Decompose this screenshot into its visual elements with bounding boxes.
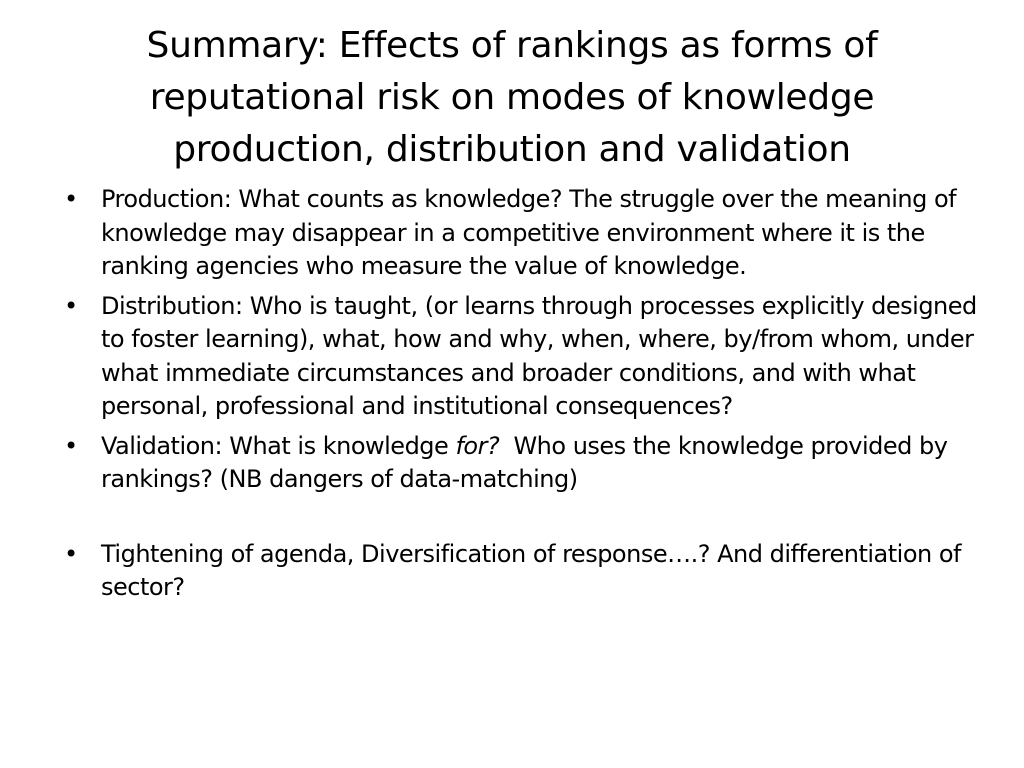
bullet-validation-text-end: Who uses the knowledge provided by rankings? (NB dangers of data-matching) — [101, 431, 955, 493]
bullet-icon: • — [64, 539, 78, 568]
bullet-tightening — [64, 538, 984, 605]
bullet-icon: • — [64, 431, 78, 460]
bullet-distribution-text: Distribution: Who is taught, (or learns through processes explicitly designed to foster learning), what, how and why, when, where, by/from whom, under what immediate circumstances and broader conditions, and with what personal, professional and institutional consequences? — [101, 291, 977, 420]
bullet-validation-text-start: Validation: What is knowledge — [101, 431, 456, 460]
title-line-1: Summary: Effects of rankings as forms of — [146, 25, 878, 66]
bullet-icon: • — [64, 291, 78, 320]
slide-title — [60, 20, 964, 176]
title-line-3: production, distribution and validation — [173, 129, 851, 170]
bullet-production-text: Production: What counts as knowledge? The struggle over the meaning of knowledge may disappear in a competitive environment where it is the ranking agencies who measure the value of knowledge. — [101, 185, 957, 280]
title-line-2: reputational risk on modes of knowledge — [149, 77, 875, 118]
bullet-validation-italic: for? — [455, 431, 500, 460]
bullet-validation — [64, 430, 984, 497]
bullet-tightening-text: Tightening of agenda, Diversification of response….? And differentiation of sector? — [101, 539, 961, 601]
bullet-production — [64, 183, 984, 284]
bullet-list — [64, 183, 984, 611]
bullet-validation-text — [101, 432, 955, 494]
bullet-icon: • — [64, 185, 78, 213]
bullet-distribution — [64, 290, 984, 424]
